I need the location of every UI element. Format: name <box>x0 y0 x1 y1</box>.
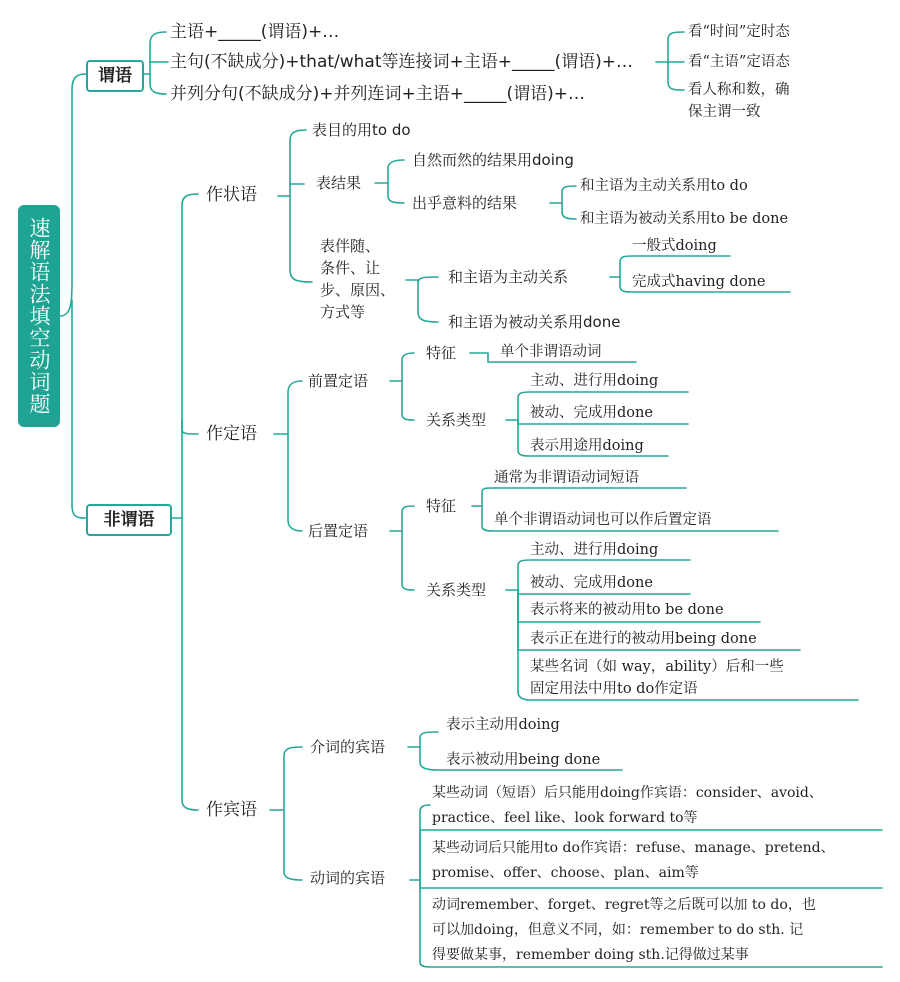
pre-feature-label: 特征 <box>426 344 457 362</box>
predicate-tip-4: 保主谓一致 <box>688 104 761 120</box>
accompany-passive: 和主语为被动关系用done <box>448 313 621 331</box>
pre-feature: 单个非谓语动词 <box>500 344 602 360</box>
predicate-rule-2: 主句(不缺成分)+that/what等连接词+主语+_____(谓语)+… <box>170 52 634 72</box>
attributive-node: 作定语 <box>206 424 257 444</box>
post-attributive: 后置定语 <box>308 522 369 540</box>
verb-object-item-1 <box>432 781 892 831</box>
predicate-tip-1: 看“时间”定时态 <box>688 24 790 40</box>
accompany-general: 一般式doing <box>632 238 717 254</box>
accompany-label-1: 表伴随、 <box>320 237 381 255</box>
verb-object-item-2-line-1: 某些动词后只能用to do作宾语：refuse、manage、pretend、 <box>432 840 835 856</box>
predicate-node: 谓语 <box>86 60 144 92</box>
object-node: 作宾语 <box>206 800 257 820</box>
post-relation-4: 表示正在进行的被动用being done <box>530 631 757 647</box>
prep-object-1: 表示主动用doing <box>446 717 560 733</box>
accompany-label-4: 方式等 <box>320 303 366 321</box>
post-relation-1: 主动、进行用doing <box>530 542 659 558</box>
verb-object-item-2-line-2: promise、offer、choose、plan、aim等 <box>432 865 699 881</box>
result-unexpected: 出乎意料的结果 <box>412 194 518 212</box>
post-feature-2: 单个非谓语动词也可以作后置定语 <box>494 512 712 528</box>
post-feature-label: 特征 <box>426 497 457 515</box>
verb-object-item-2 <box>432 836 892 886</box>
result-natural: 自然而然的结果用doing <box>412 151 574 169</box>
adverbial-node: 作状语 <box>206 185 257 205</box>
post-relation-3: 表示将来的被动用to be done <box>530 602 724 618</box>
pre-relation-3: 表示用途用doing <box>530 438 644 454</box>
accompany-label-3: 步、原因、 <box>320 281 396 299</box>
pre-relation-1: 主动、进行用doing <box>530 373 659 389</box>
accompany-active: 和主语为主动关系 <box>448 268 569 286</box>
result-node: 表结果 <box>316 174 362 192</box>
prep-object-2: 表示被动用being done <box>446 752 601 768</box>
post-relation-5b: 固定用法中用to do作定语 <box>530 681 698 697</box>
unexpected-passive: 和主语为被动关系用to be done <box>580 211 789 227</box>
adverbial-purpose: 表目的用to do <box>312 121 411 139</box>
predicate-rule-3: 并列分句(不缺成分)+并列连词+主语+_____(谓语)+… <box>170 84 586 104</box>
post-relation-label: 关系类型 <box>426 581 487 599</box>
pre-relation-label: 关系类型 <box>426 411 487 429</box>
verb-object-item-3-line-2: 可以加doing，但意义不同，如：remember to do sth. 记 <box>432 922 804 938</box>
unexpected-active: 和主语为主动关系用to do <box>580 178 748 194</box>
pre-relation-2: 被动、完成用done <box>530 405 653 421</box>
verb-object: 动词的宾语 <box>310 869 386 887</box>
accompany-label-2: 条件、让 <box>320 259 381 277</box>
verb-object-item-3-line-1: 动词remember、forget、regret等之后既可以加 to do，也 <box>432 897 816 913</box>
verb-object-item-3-line-3: 得要做某事，remember doing sth.记得做过某事 <box>432 947 749 963</box>
accompany-perfect: 完成式having done <box>632 274 766 290</box>
predicate-rule-1: 主语+_____(谓语)+… <box>170 22 340 42</box>
verb-object-item-1-line-1: 某些动词（短语）后只能用doing作宾语：consider、avoid、 <box>432 785 823 801</box>
predicate-tip-3: 看人称和数，确 <box>688 82 790 98</box>
prep-object: 介词的宾语 <box>310 738 386 756</box>
pre-attributive: 前置定语 <box>308 372 369 390</box>
verb-object-item-3 <box>432 893 892 968</box>
verb-object-item-1-line-2: practice、feel like、look forward to等 <box>432 810 698 826</box>
post-relation-5a: 某些名词（如 way，ability）后和一些 <box>530 659 784 675</box>
post-feature-1: 通常为非谓语动词短语 <box>494 470 639 486</box>
predicate-tip-2: 看“主语”定语态 <box>688 54 790 70</box>
post-relation-2: 被动、完成用done <box>530 575 653 591</box>
root-title: 速解语法填空动词题 <box>18 205 60 427</box>
nonpredicate-node: 非谓语 <box>86 504 172 536</box>
